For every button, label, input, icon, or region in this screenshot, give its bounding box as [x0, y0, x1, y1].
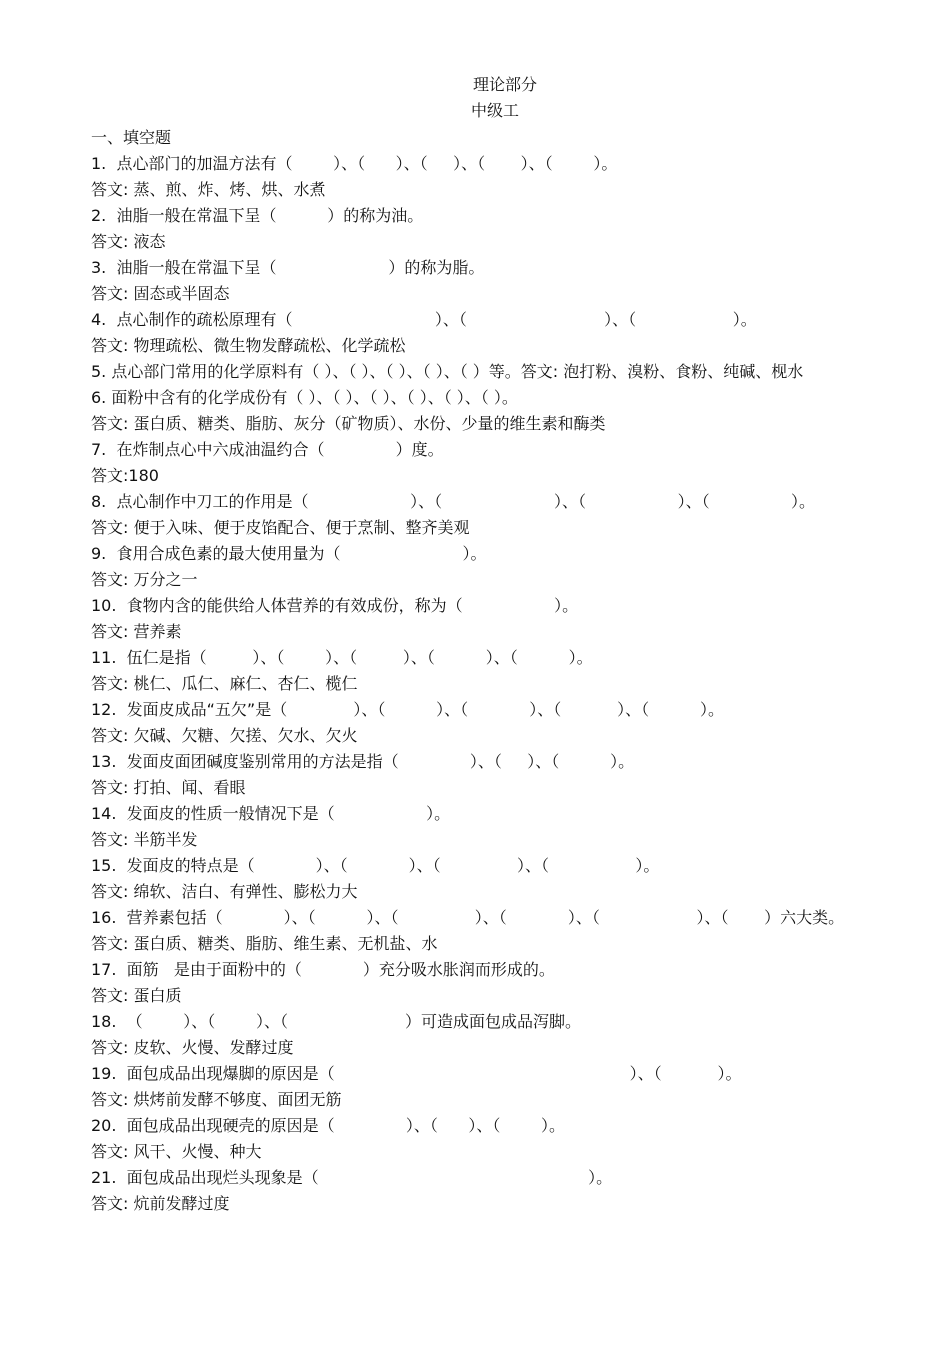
question-list	[91, 125, 891, 1217]
answer-12: 答文: 欠碱、欠糖、欠搓、欠水、欠火	[91, 726, 358, 745]
question-4: 4. 点心制作的疏松原理有（ ）、（ ）、（ ）。	[91, 310, 757, 329]
question-15: 15. 发面皮的特点是（ ）、（ ）、（ ）、（ ）。	[91, 856, 660, 875]
answer-15: 答文: 绵软、洁白、有弹性、膨松力大	[91, 882, 358, 901]
question-13: 13. 发面皮面团碱度鉴别常用的方法是指（ ）、（ ）、（ ）。	[91, 752, 635, 771]
answer-9: 答文: 万分之一	[91, 570, 198, 589]
answer-10: 答文: 营养素	[91, 622, 182, 641]
question-18: 18. （ ）、（ ）、（ ）可造成面包成品泻脚。	[91, 1012, 581, 1031]
answer-13: 答文: 打拍、闻、看眼	[91, 778, 246, 797]
section-title: 一、填空题	[91, 128, 172, 147]
question-16: 16. 营养素包括（ ）、（ ）、（ ）、（ ）、（ ）、（ ）六大类。	[91, 908, 845, 927]
answer-7: 答文:180	[91, 466, 159, 485]
answer-8: 答文: 便于入味、便于皮馅配合、便于烹制、整齐美观	[91, 518, 470, 537]
answer-2: 答文: 液态	[91, 232, 166, 251]
question-17: 17. 面筋 是由于面粉中的（ ）充分吸水胀润而形成的。	[91, 960, 555, 979]
page-subtitle: 中级工	[470, 101, 519, 120]
page-title: 理论部分	[472, 75, 537, 94]
question-7: 7. 在炸制点心中六成油温约合（ ）度。	[91, 440, 444, 459]
question-12: 12. 发面皮成品“五欠”是（ ）、（ ）、（ ）、（ ）、（ ）。	[91, 700, 725, 719]
answer-4: 答文: 物理疏松、微生物发酵疏松、化学疏松	[91, 336, 406, 355]
question-20: 20. 面包成品出现硬壳的原因是（ ）、（ ）、（ ）。	[91, 1116, 566, 1135]
question-21: 21. 面包成品出现烂头现象是（ ）。	[91, 1168, 613, 1187]
question-11: 11. 伍仁是指（ ）、（ ）、（ ）、（ ）、（ ）。	[91, 648, 593, 667]
answer-3: 答文: 固态或半固态	[91, 284, 230, 303]
answer-11: 答文: 桃仁、瓜仁、麻仁、杏仁、榄仁	[91, 674, 358, 693]
question-10: 10. 食物内含的能供给人体营养的有效成份，称为（ ）。	[91, 596, 579, 615]
answer-20: 答文: 风干、火慢、种大	[91, 1142, 262, 1161]
question-9: 9. 食用合成色素的最大使用量为（ ）。	[91, 544, 487, 563]
answer-16: 答文: 蛋白质、糖类、脂肪、维生素、无机盐、水	[91, 934, 438, 953]
answer-21: 答文: 炕前发酵过度	[91, 1194, 230, 1213]
answer-18: 答文: 皮软、火慢、发酵过度	[91, 1038, 294, 1057]
question-8: 8. 点心制作中刀工的作用是（ ）、（ ）、（ ）、（ ）。	[91, 492, 815, 511]
question-6: 6. 面粉中含有的化学成份有（ ）、（ ）、（ ）、（ ）、（ ）、（ ）。	[91, 388, 518, 407]
question-14: 14. 发面皮的性质一般情况下是（ ）。	[91, 804, 451, 823]
question-1: 1. 点心部门的加温方法有（ ）、（ ）、（ ）、（ ）、（ ）。	[91, 154, 618, 173]
answer-19: 答文: 烘烤前发酵不够度、面团无筋	[91, 1090, 342, 1109]
answer-6: 答文: 蛋白质、糖类、脂肪、灰分（矿物质）、水份、少量的维生素和酶类	[91, 414, 606, 433]
question-19: 19. 面包成品出现爆脚的原因是（ ）、（ ）。	[91, 1064, 742, 1083]
answer-17: 答文: 蛋白质	[91, 986, 182, 1005]
question-3: 3. 油脂一般在常温下呈（ ）的称为脂。	[91, 258, 485, 277]
answer-14: 答文: 半筋半发	[91, 830, 198, 849]
answer-1: 答文: 蒸、煎、炸、烤、烘、水煮	[91, 180, 326, 199]
question-5: 5. 点心部门常用的化学原料有（ ）、（ ）、（ ）、（ ）、（ ）等。答文: 泡打粉、溴粉、食粉、纯碱、枧水	[91, 362, 804, 381]
question-2: 2. 油脂一般在常温下呈（ ）的称为油。	[91, 206, 424, 225]
